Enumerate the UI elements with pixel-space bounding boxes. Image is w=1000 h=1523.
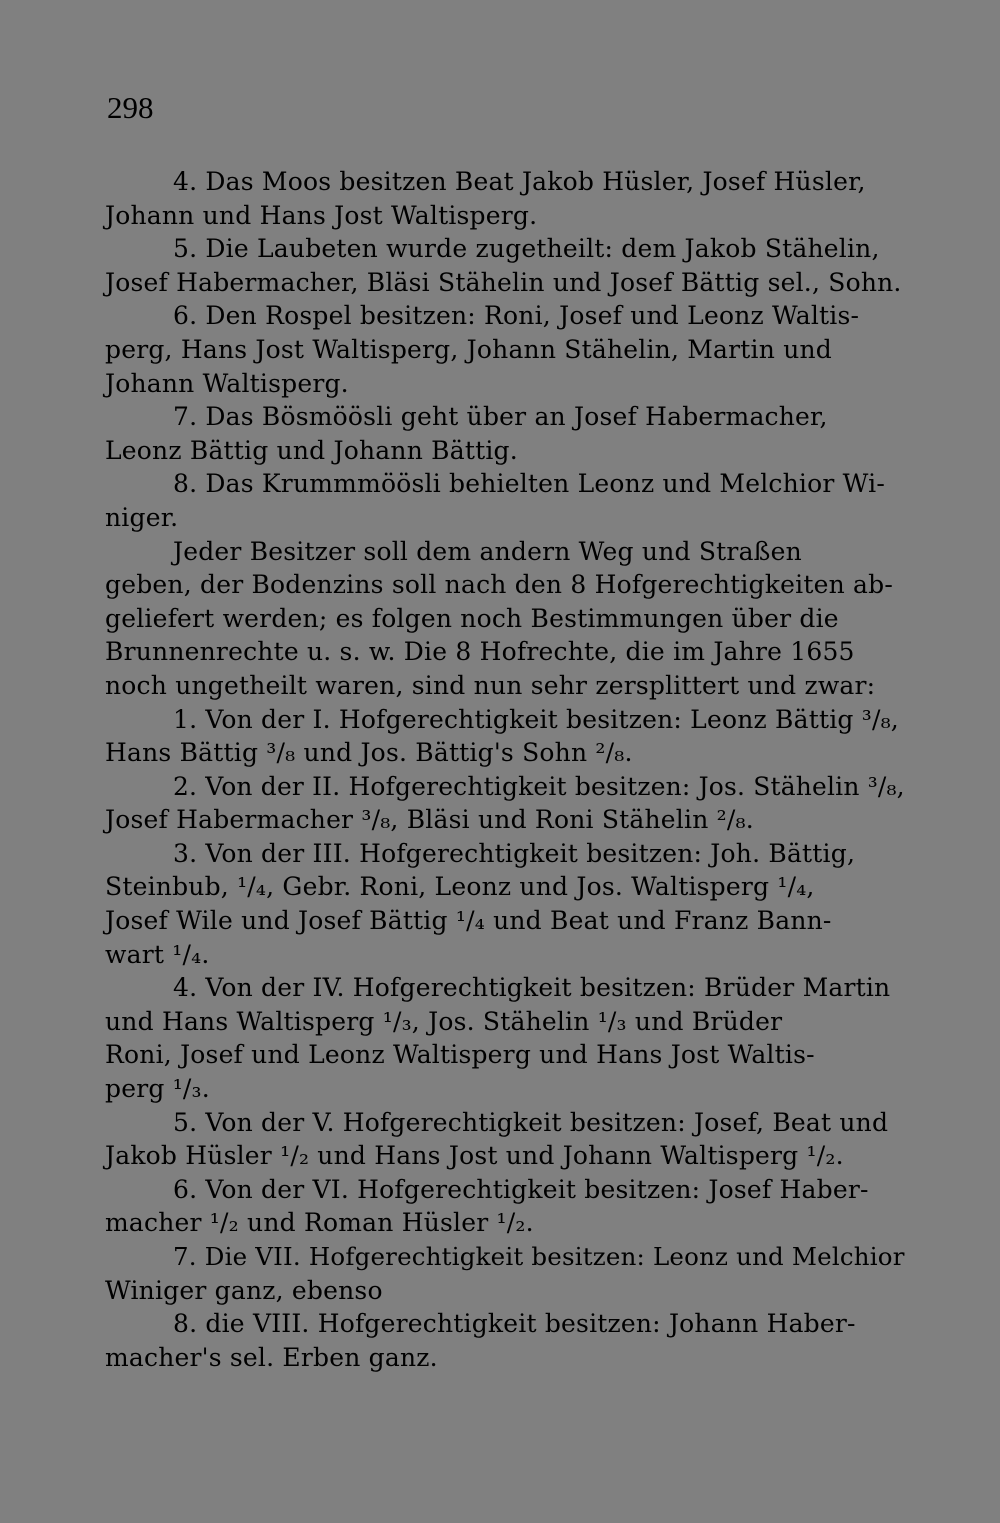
text-line: Brunnenrechte u. s. w. Die 8 Hofrechte, die im Jahre 1655 bbox=[105, 637, 855, 667]
text-line: Josef Habermacher, Bläsi Stähelin und Josef Bättig sel., Sohn. bbox=[105, 267, 902, 297]
text-line: 5. Die Laubeten wurde zugetheilt: dem Jakob Stähelin, bbox=[173, 234, 880, 264]
text-line: und Hans Waltisperg ¹/₃, Jos. Stähelin ¹/₃ und Brüder bbox=[105, 1006, 783, 1036]
book-page bbox=[105, 88, 905, 1374]
text-line: Johann Waltisperg. bbox=[105, 368, 349, 398]
text-line: 2. Von der II. Hofgerechtigkeit besitzen: Jos. Stähelin ³/₈, bbox=[173, 771, 905, 801]
text-line: Johann und Hans Jost Waltisperg. bbox=[105, 200, 538, 230]
text-line: Josef Wile und Josef Bättig ¹/₄ und Beat und Franz Bann- bbox=[105, 906, 832, 936]
text-line: macher ¹/₂ und Roman Hüsler ¹/₂. bbox=[105, 1208, 534, 1238]
text-line: Josef Habermacher ³/₈, Bläsi und Roni Stähelin ²/₈. bbox=[105, 805, 754, 835]
text-line: geben, der Bodenzins soll nach den 8 Hofgerechtigkeiten ab- bbox=[105, 570, 894, 600]
body-text bbox=[105, 165, 905, 1374]
text-line: 8. Das Krummmöösli behielten Leonz und Melchior Wi- bbox=[173, 469, 885, 499]
text-line: geliefert werden; es folgen noch Bestimmungen über die bbox=[105, 603, 839, 633]
text-line: Jeder Besitzer soll dem andern Weg und Straßen bbox=[173, 536, 802, 566]
text-line: 1. Von der I. Hofgerechtigkeit besitzen: Leonz Bättig ³/₈, bbox=[173, 704, 899, 734]
page-number: 298 bbox=[107, 90, 154, 125]
text-line: perg, Hans Jost Waltisperg, Johann Stähelin, Martin und bbox=[105, 334, 833, 364]
text-line: 7. Die VII. Hofgerechtigkeit besitzen: Leonz und Melchior bbox=[173, 1242, 905, 1271]
text-line: Roni, Josef und Leonz Waltisperg und Hans Jost Waltis- bbox=[105, 1040, 815, 1070]
text-line: 8. die VIII. Hofgerechtigkeit besitzen: Johann Haber- bbox=[173, 1309, 856, 1339]
text-line: Leonz Bättig und Johann Bättig. bbox=[105, 435, 518, 465]
text-line: Winiger ganz, ebenso bbox=[105, 1275, 383, 1305]
text-line: perg ¹/₃. bbox=[105, 1074, 210, 1104]
text-line: wart ¹/₄. bbox=[105, 939, 210, 969]
text-line: 6. Von der VI. Hofgerechtigkeit besitzen: Josef Haber- bbox=[173, 1174, 869, 1204]
text-line: Steinbub, ¹/₄, Gebr. Roni, Leonz und Jos. Waltisperg ¹/₄, bbox=[105, 872, 815, 902]
text-line: noch ungetheilt waren, sind nun sehr zersplittert und zwar: bbox=[105, 670, 876, 700]
text-line: 7. Das Bösmöösli geht über an Josef Habermacher, bbox=[173, 402, 828, 432]
text-line: Hans Bättig ³/₈ und Jos. Bättig's Sohn ²/₈. bbox=[105, 738, 633, 768]
text-line: 3. Von der III. Hofgerechtigkeit besitzen: Joh. Bättig, bbox=[173, 838, 856, 868]
text-line: 4. Von der IV. Hofgerechtigkeit besitzen: Brüder Martin bbox=[173, 973, 891, 1003]
text-line: 6. Den Rospel besitzen: Roni, Josef und Leonz Waltis- bbox=[173, 301, 860, 331]
text-line: Jakob Hüsler ¹/₂ und Hans Jost und Johann Waltisperg ¹/₂. bbox=[105, 1141, 844, 1171]
text-line: 4. Das Moos besitzen Beat Jakob Hüsler, Josef Hüsler, bbox=[173, 167, 866, 196]
text-line: macher's sel. Erben ganz. bbox=[105, 1342, 438, 1372]
text-line: niger. bbox=[105, 502, 179, 532]
text-line: 5. Von der V. Hofgerechtigkeit besitzen: Josef, Beat und bbox=[173, 1107, 889, 1137]
